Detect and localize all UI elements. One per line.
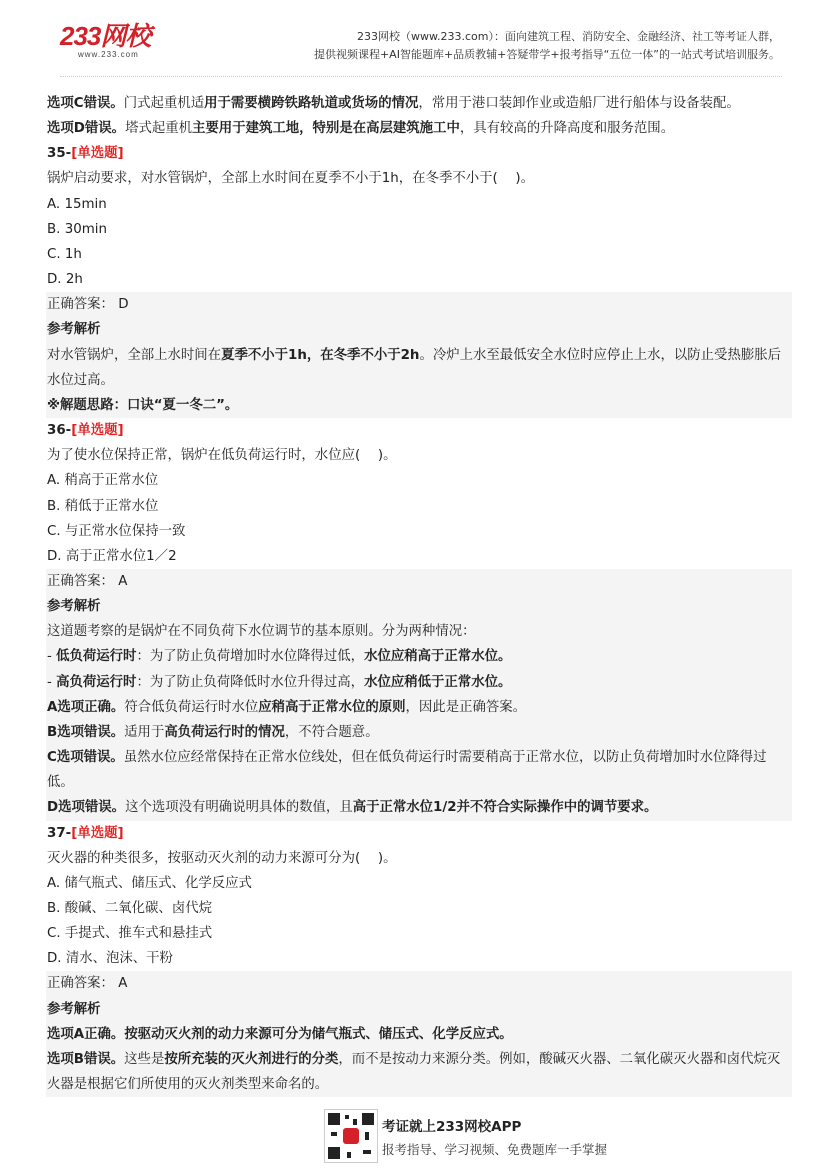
correct-answer: 正确答案： D [46,292,792,317]
question-header: 37-[单选题] [47,825,124,841]
header-line-1: 233网校（www.233.com）：面向建筑工程、消防安全、金融经济、社工等考证人群， [357,30,780,43]
option-b-explanation: B选项错误。适用于高负荷运行时的情况，不符合题意。 [46,720,792,745]
header-divider [60,76,782,77]
question-stem: 灭火器的种类很多，按驱动灭火剂的动力来源可分为( )。 [47,850,397,866]
option-d: D. 高于正常水位1／2 [47,548,177,564]
option-a-explanation: 选项A正确。按驱动灭火剂的动力来源可分为储气瓶式、储压式、化学反应式。 [46,1022,792,1047]
qr-code[interactable] [324,1109,378,1163]
header-description [260,28,780,64]
app-logo-icon [343,1128,359,1144]
correct-answer: 正确答案： A [46,971,792,996]
question-stem: 锅炉启动要求，对水管锅炉，全部上水时间在夏季不小于1h，在冬季不小于( )。 [47,171,534,187]
low-load-rule: - 低负荷运行时：为了防止负荷增加时水位降得过低，水位应稍高于正常水位。 [46,644,792,669]
option-c: C. 1h [47,246,82,262]
option-c-explanation: C选项错误。虽然水位应经常保持在正常水位线处，但在低负荷运行时需要稍高于正常水位，以防止负荷增加时水位降得过低。 [46,745,792,795]
option-d: D. 2h [47,272,83,288]
question-header: 36-[单选题] [47,423,124,439]
question-stem: 为了使水位保持正常，锅炉在低负荷运行时，水位应( )。 [47,448,397,464]
option-c: C. 手提式、推车式和悬挂式 [47,926,213,942]
option-d-explanation: D选项错误。这个选项没有明确说明具体的数值，且高于正常水位1/2并不符合实际操作中的调节要求。 [46,795,792,820]
brand-logo[interactable] [60,22,178,64]
page-footer [322,1107,642,1167]
option-c: C. 与正常水位保持一致 [47,523,186,539]
option-a: A. 储气瓶式、储压式、化学反应式 [47,875,252,891]
document-body [46,91,792,1097]
analysis-intro: 这道题考察的是锅炉在不同负荷下水位调节的基本原则。分为两种情况： [46,619,792,644]
question-header: 35-[单选题] [47,146,124,162]
option-b-explanation: 选项B错误。这些是按所充装的灭火剂进行的分类，而不是按动力来源分类。例如，酸碱灭火器、二氧化碳灭火器和卤代烷灭火器是根据它们所使用的灭火剂类型来命名的。 [46,1047,792,1097]
option-b: B. 稍低于正常水位 [47,498,159,514]
option-a: A. 稍高于正常水位 [47,473,159,489]
option-c-explanation: 选项C错误。门式起重机适用于需要横跨铁路轨道或货场的情况，常用于港口装卸作业或造船厂进行船体与设备装配。 [47,96,740,111]
option-a-explanation: A选项正确。符合低负荷运行时水位应稍高于正常水位的原则，因此是正确答案。 [46,695,792,720]
option-d-explanation: 选项D错误。塔式起重机主要用于建筑工地，特别是在高层建筑施工中，具有较高的升降高度和服务范围。 [47,121,675,137]
correct-answer: 正确答案： A [46,569,792,594]
option-a: A. 15min [47,196,107,212]
analysis-title: 参考解析 [46,317,792,342]
option-b: B. 30min [47,221,107,237]
solution-tip: ※解题思路：口诀“夏一冬二”。 [46,393,792,418]
question-type-tag: [单选题] [71,146,124,162]
analysis-title: 参考解析 [46,594,792,619]
option-d: D. 清水、泡沫、干粉 [47,951,173,967]
logo-text: 233网校 [60,21,151,51]
high-load-rule: - 高负荷运行时：为了防止负荷降低时水位升得过高，水位应稍低于正常水位。 [46,670,792,695]
header-line-2: 提供视频课程+AI智能题库+品质教辅+答疑带学+报考指导“五位一体”的一站式考试培训服务。 [313,48,780,61]
option-b: B. 酸碱、二氧化碳、卤代烷 [47,901,212,916]
question-type-tag: [单选题] [71,825,124,841]
question-type-tag: [单选题] [71,423,124,439]
footer-subtitle: 报考指导、学习视频、免费题库一手掌握 [382,1142,608,1157]
analysis-title: 参考解析 [46,997,792,1022]
analysis-text: 对水管锅炉，全部上水时间在夏季不小于1h，在冬季不小于2h。冷炉上水至最低安全水位时应停止上水，以防止受热膨胀后水位过高。 [46,343,792,393]
footer-title: 考证就上233网校APP [382,1119,522,1135]
page-header [0,0,830,78]
logo-url: www.233.com [78,50,139,59]
